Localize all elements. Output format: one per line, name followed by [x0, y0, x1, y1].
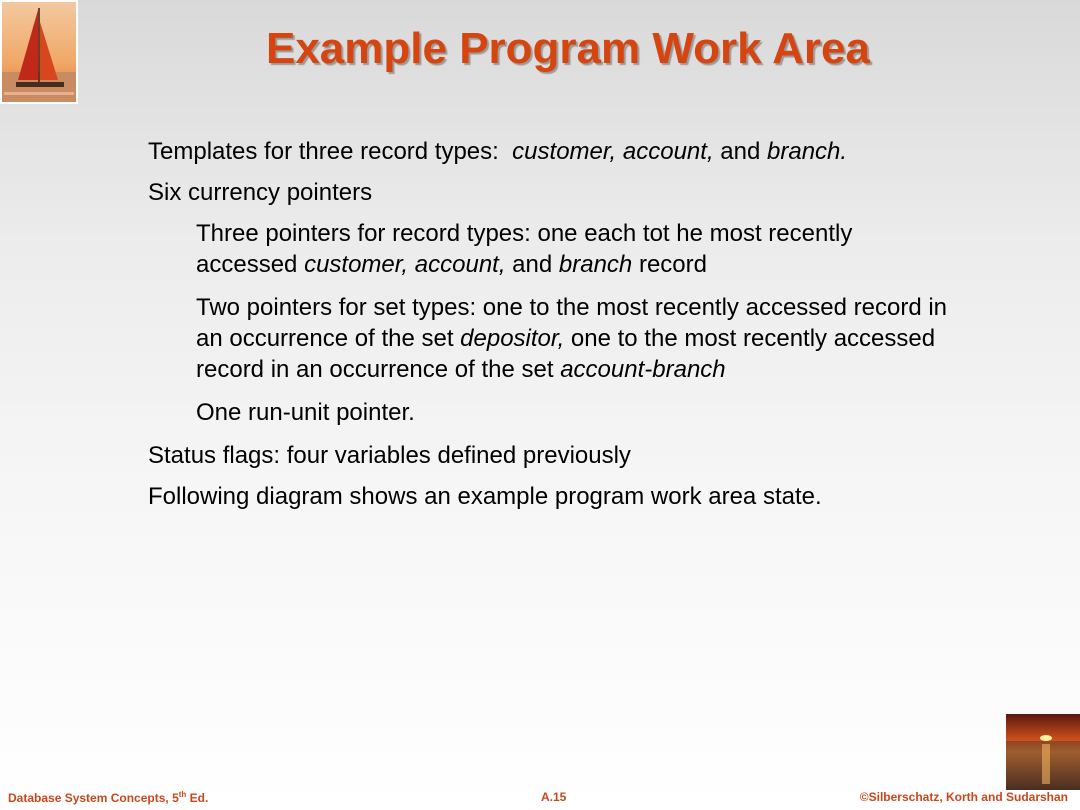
footer-book-title: Database System Concepts, 5th Ed.	[8, 790, 209, 805]
footer	[0, 789, 1080, 810]
sunset-logo-icon	[1006, 714, 1080, 790]
footer-slide-number: A.15	[541, 790, 567, 804]
sub-bullet-run-unit: One run-unit pointer.	[196, 399, 415, 426]
bullet-currency-pointers: Six currency pointers	[148, 179, 373, 206]
sub-bullet-set-pointers: Two pointers for set types: one to the most recently accessed record in an occurrence of the set depositor, one to the most recently accessed record in an occurrence of the set account-branch	[196, 294, 948, 383]
bullet-status-flags: Status flags: four variables defined previously	[148, 442, 631, 469]
sub-bullet-record-pointers: Three pointers for record types: one each tot he most recently accessed customer, account, and branch record	[196, 220, 853, 278]
slide-body	[148, 136, 948, 522]
bullet-diagram: Following diagram shows an example program work area state.	[148, 483, 822, 510]
footer-copyright: ©Silberschatz, Korth and Sudarshan	[859, 790, 1068, 804]
bullet-templates: Templates for three record types: customer, account, and branch.	[148, 138, 848, 165]
slide-title: Example Program Work Area	[265, 24, 870, 73]
